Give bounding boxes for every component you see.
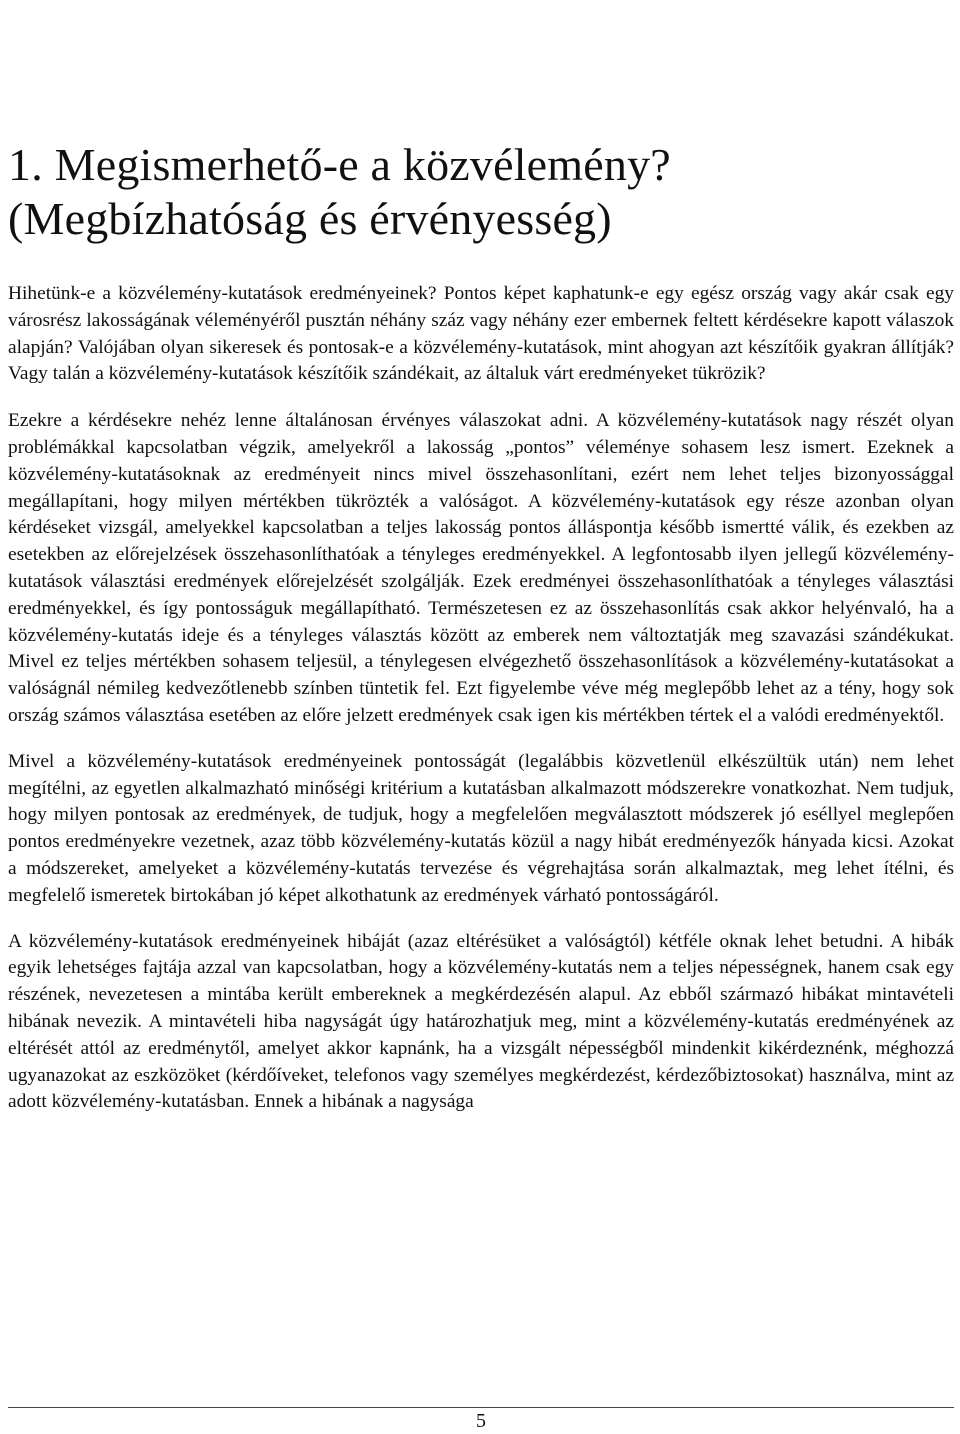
paragraph-intro: Hihetünk-e a közvélemény-kutatások eredményeinek? Pontos képet kaphatunk-e egy egész ország vagy akár csak egy városrész lakosságának véleményéről pusztán néhány száz vagy néhány ezer embernek feltett kérdésekre kapott válaszok alapján? Valójában olyan sikeresek és pontosak-e a közvélemény-kutatások, mint ahogyan azt készítőik gyakran állítják? Vagy talán a közvélemény-kutatások készítőik szándékait, az általuk várt eredményeket tükrözik? [8, 283, 954, 385]
page-number: 5 [476, 1410, 486, 1432]
chapter-title-line1: 1. Megismerhető-e a közvélemény? [8, 139, 671, 190]
chapter-title [8, 138, 954, 246]
paragraph-validity: Ezekre a kérdésekre nehéz lenne általánosan érvényes válaszokat adni. A közvélemény-kutatások nagy részét olyan problémákkal kapcsolatban végzik, amelyekről a lakosság „pontos” véleménye sohasem lesz ismert. Ezeknek a közvélemény-kutatásoknak az eredményeit nincs mivel összehasonlítani, ezért nem lehet teljes bizonyossággal megállapítani, hogy milyen mértékben tükrözték a valóságot. A közvélemény-kutatások egy része azonban olyan kérdéseket vizsgál, amelyekkel kapcsolatban a teljes lakosság pontos álláspontja később ismertté válik, és ezekben az esetekben az előrejelzések összehasonlíthatóak a tényleges eredményekkel. A legfontosabb ilyen jellegű közvélemény-kutatások választási eredmények előrejelzését szolgálják. Ezek eredményei összehasonlíthatóak a tényleges választási eredményekkel, és így pontosságuk megállapítható. Természetesen ez az összehasonlítás csak akkor helyénvaló, ha a közvélemény-kutatás ideje és a tényleges választás között az emberek nem változtatják meg szavazási szándékukat. Mivel ez teljes mértékben sohasem teljesül, a ténylegesen elvégezhető összehasonlítások a közvélemény-kutatásokat a valóságnál némileg kedvezőtlenebb színben tüntetik fel. Ezt figyelembe véve még meglepőbb lehet az a tény, hogy sok ország számos választása esetében az előre jelzett eredmények csak igen kis mértékben tértek el a valódi eredményektől. [8, 410, 954, 726]
footer-divider [8, 1407, 954, 1408]
chapter-title-line2: (Megbízhatóság és érvényesség) [8, 193, 612, 244]
paragraph-errors: A közvélemény-kutatások eredményeinek hibáját (azaz eltérésüket a valóságtól) kétféle oknak lehet betudni. A hibák egyik lehetséges fajtája azzal van kapcsolatban, hogy a közvélemény-kutatás nem a teljes népességnek, hanem csak egy részének, nevezetesen a mintába került embereknek a megkérdezésén alapul. Az ebből származó hibákat mintavételi hibának nevezik. A mintavételi hiba nagyságát úgy határozhatjuk meg, mint a közvélemény-kutatás eredményének az eltérését attól az eredménytől, amelyet akkor kapnánk, ha a vizsgált népességből mindenkit kikérdeznénk, méghozzá ugyanazokat az eszközöket (kérdőíveket, telefonos vagy személyes megkérdezést, kérdezőbiztosokat) használva, mint az adott közvélemény-kutatásban. Ennek a hibának a nagysága [8, 930, 954, 1113]
document-page [8, 0, 954, 1434]
body-text [8, 281, 954, 1135]
paragraph-methods: Mivel a közvélemény-kutatások eredményeinek pontosságát (legalábbis közvetlenül elkészültük után) nem lehet megítélni, az egyetlen alkalmazható minőségi kritérium a kutatásban alkalmazott módszerekre vonatkozhat. Nem tudjuk, hogy milyen pontosak az eredmények, de tudjuk, hogy a megfelelően megválasztott módszerek jó eséllyel meglepően pontos eredményekre vezetnek, azaz több közvélemény-kutatás közül a nagy hibát eredményezők hányada kicsi. Azokat a módszereket, amelyeket a közvélemény-kutatás tervezése és végrehajtása során alkalmaztak, meg lehet ítélni, és megfelelő ismeretek birtokában jó képet alkothatunk az eredmények várható pontosságáról. [8, 750, 954, 906]
